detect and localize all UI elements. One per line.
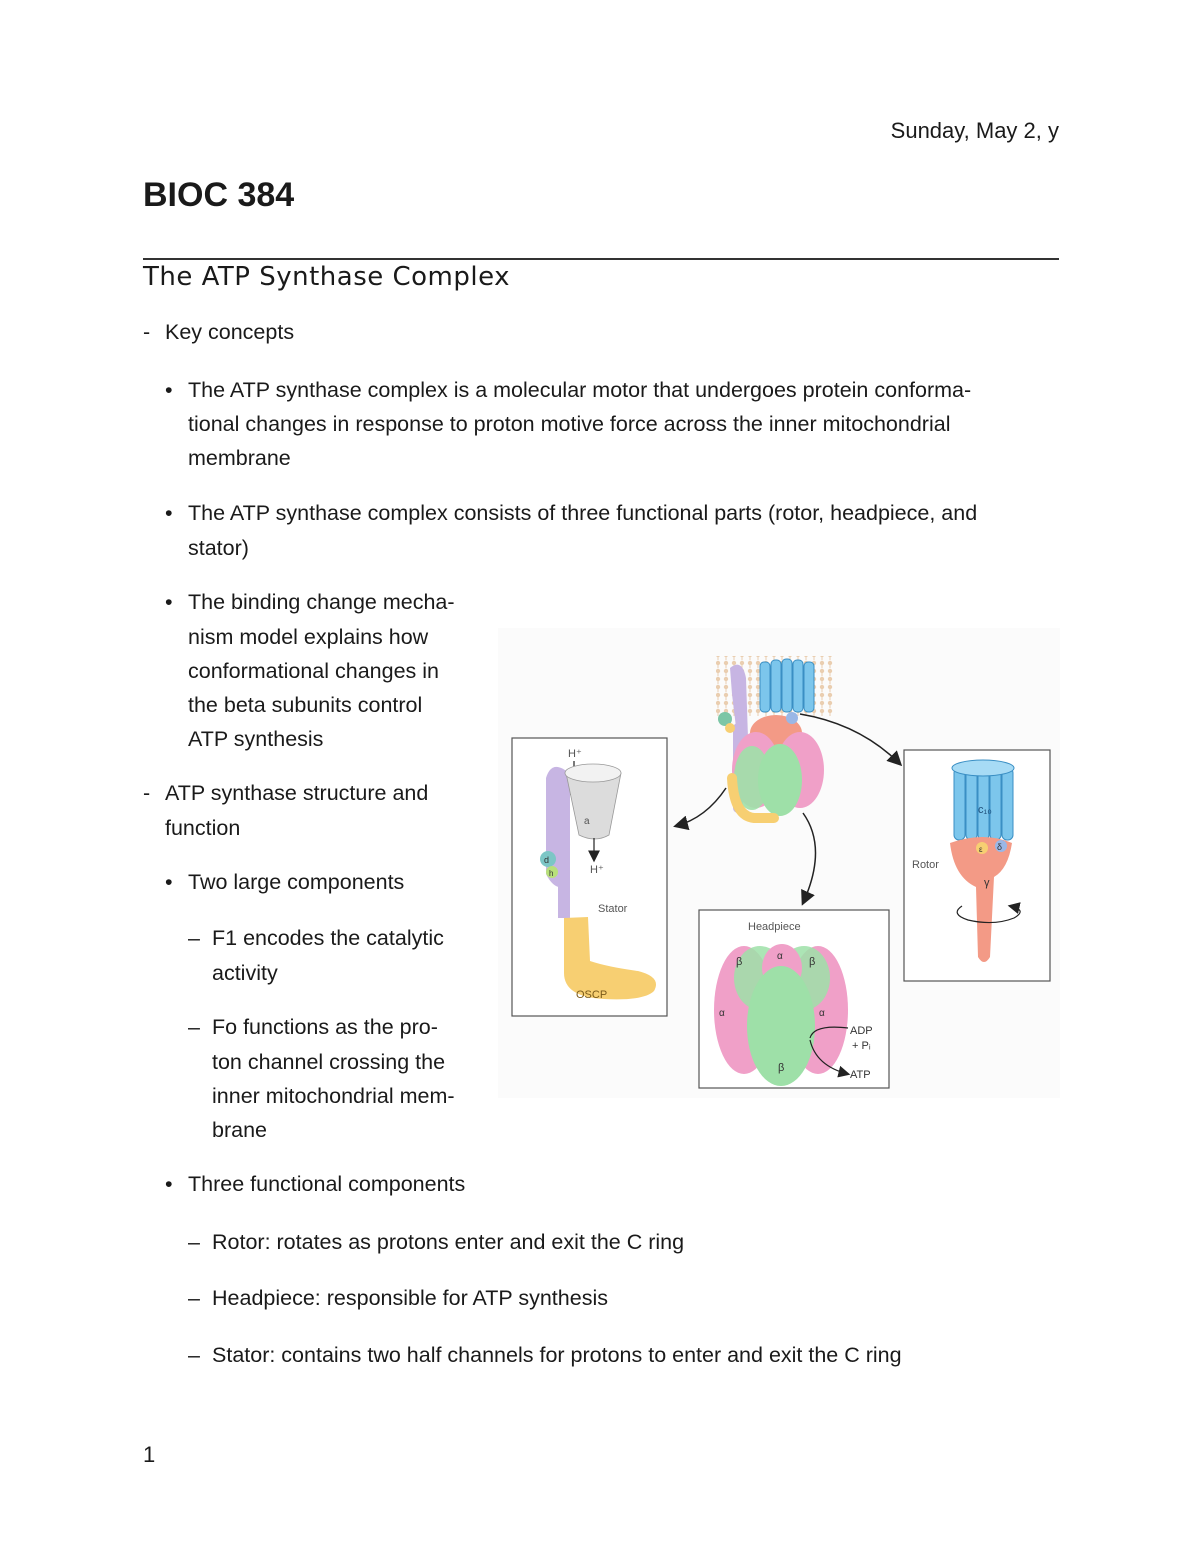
sub-marker: – xyxy=(188,1230,200,1254)
bullet-text: tional changes in response to proton motive force across the inner mitochondrial xyxy=(188,412,951,436)
rotor-panel xyxy=(904,750,1050,981)
sub-item-text: Headpiece: responsible for ATP synthesis xyxy=(212,1286,608,1310)
structure-heading: ATP synthase structure and xyxy=(165,781,429,805)
stator-label: Stator xyxy=(598,903,628,915)
headpiece-label: Headpiece xyxy=(748,921,801,933)
bullet-marker: • xyxy=(165,590,173,614)
page-number: 1 xyxy=(143,1442,156,1467)
delta-label: δ xyxy=(997,842,1003,852)
dash-marker: - xyxy=(143,781,151,805)
sub-item-text: Fo functions as the pro- xyxy=(212,1015,438,1039)
sub-item-text: ton channel crossing the xyxy=(212,1050,446,1074)
bullet-text: Three functional components xyxy=(188,1172,466,1196)
bullet-marker: • xyxy=(165,870,173,894)
bullet-text: ATP synthesis xyxy=(188,727,324,751)
section-title: The ATP Synthase Complex xyxy=(143,262,511,292)
beta-label: β xyxy=(736,956,743,968)
atp-label: ATP xyxy=(850,1069,871,1081)
bullet-text: The ATP synthase complex is a molecular motor that undergoes protein conforma- xyxy=(188,378,972,402)
bullet-text: The ATP synthase complex consists of three functional parts (rotor, headpiece, and xyxy=(188,501,978,525)
bullet-text: Two large components xyxy=(188,870,405,894)
sub-item-text: inner mitochondrial mem- xyxy=(212,1084,455,1108)
dash-marker: - xyxy=(143,320,151,344)
bullet-marker: • xyxy=(165,501,173,525)
sub-item-text: activity xyxy=(212,961,278,985)
date-header: Sunday, May 2, y xyxy=(890,118,1059,143)
sub-item-text: brane xyxy=(212,1118,267,1142)
subunit-h-label: h xyxy=(549,869,554,878)
headpiece-panel xyxy=(699,910,889,1088)
adp-label: ADP xyxy=(850,1025,873,1037)
sub-marker: – xyxy=(188,1286,200,1310)
bullet-marker: • xyxy=(165,1172,173,1196)
sub-marker: – xyxy=(188,1015,200,1039)
bullet-marker: • xyxy=(165,378,173,402)
h-plus-top-label: H⁺ xyxy=(568,748,582,760)
sub-item-text: Stator: contains two half channels for protons to enter and exit the C ring xyxy=(212,1343,902,1367)
sub-marker: – xyxy=(188,926,200,950)
bullet-text: the beta subunits control xyxy=(188,693,423,717)
epsilon-label: ε xyxy=(979,845,983,854)
bullet-text: membrane xyxy=(188,446,291,470)
oscp-label: OSCP xyxy=(576,989,608,1001)
beta-label: β xyxy=(809,956,816,968)
course-title: BIOC 384 xyxy=(143,176,295,214)
bullet-text: The binding change mecha- xyxy=(188,590,455,614)
structure-heading: function xyxy=(165,816,241,840)
subunit-d-label: d xyxy=(544,855,550,865)
pi-label: + Pᵢ xyxy=(852,1040,871,1052)
c10-label: c₁₀ xyxy=(978,804,992,816)
sub-marker: – xyxy=(188,1343,200,1367)
bullet-text: stator) xyxy=(188,536,249,560)
atp-synthase-figure xyxy=(498,628,1060,1098)
bullet-text: conformational changes in xyxy=(188,659,439,683)
subunit-a-label: a xyxy=(584,816,590,827)
bullet-text: nism model explains how xyxy=(188,625,429,649)
sub-item-text: F1 encodes the catalytic xyxy=(212,926,444,950)
gamma-label: γ xyxy=(984,877,990,889)
beta-label: β xyxy=(778,1062,785,1074)
rotor-label: Rotor xyxy=(912,859,939,871)
key-concepts-heading: Key concepts xyxy=(165,320,295,344)
stator-panel xyxy=(512,738,667,1016)
alpha-label: α xyxy=(819,1008,825,1019)
h-plus-bottom-label: H⁺ xyxy=(590,864,604,876)
sub-item-text: Rotor: rotates as protons enter and exit the C ring xyxy=(212,1230,685,1254)
title-rule xyxy=(143,258,1059,260)
alpha-label: α xyxy=(777,951,783,962)
alpha-label: α xyxy=(719,1008,725,1019)
